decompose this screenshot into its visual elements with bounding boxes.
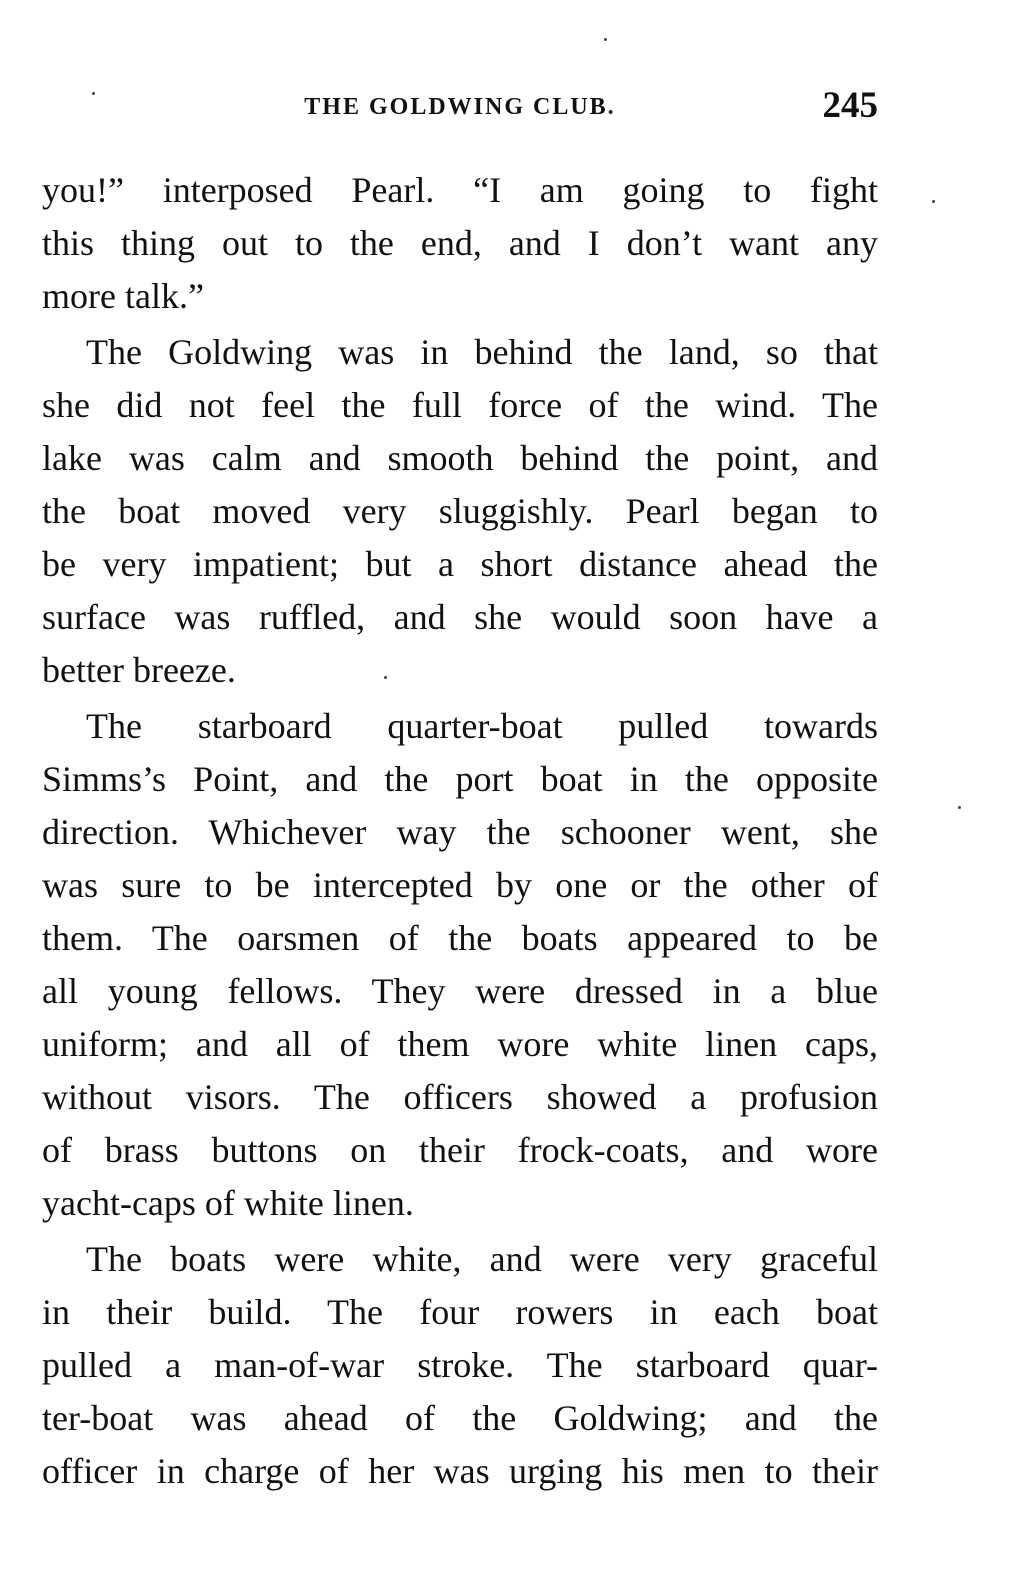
body-text <box>42 164 878 1501</box>
text-line: all young fellows. They were dressed in a blue <box>42 971 878 1011</box>
text-line: The Goldwing was in behind the land, so that <box>86 332 878 372</box>
text-line: without visors. The officers showed a profusion <box>42 1077 878 1117</box>
text-line: she did not feel the full force of the wind. The <box>42 385 878 425</box>
text-line: The boats were white, and were very graceful <box>86 1239 878 1279</box>
page-number: 245 <box>822 85 878 126</box>
text-line: be very impatient; but a short distance ahead the <box>42 544 878 584</box>
text-line: lake was calm and smooth behind the point, and <box>42 438 878 478</box>
page-header <box>42 84 878 130</box>
text-line: officer in charge of her was urging his men to their <box>42 1451 878 1491</box>
print-speck <box>92 92 95 95</box>
text-line: ter-boat was ahead of the Goldwing; and the <box>42 1398 878 1438</box>
text-line: the boat moved very sluggishly. Pearl began to <box>42 491 878 531</box>
paragraph <box>42 700 878 1230</box>
text-line: this thing out to the end, and I don’t want any <box>42 223 878 263</box>
text-line: pulled a man-of-war stroke. The starboard quar- <box>42 1345 878 1385</box>
text-line: in their build. The four rowers in each boat <box>42 1292 878 1332</box>
print-speck <box>384 676 387 679</box>
text-line: uniform; and all of them wore white linen caps, <box>42 1024 878 1064</box>
text-line: yacht-caps of white linen. <box>42 1183 414 1223</box>
running-title: THE GOLDWING CLUB. <box>304 94 616 120</box>
paragraph <box>42 1233 878 1498</box>
text-line: better breeze. <box>42 650 236 690</box>
print-speck <box>604 38 607 41</box>
text-line: The starboard quarter-boat pulled towards <box>86 706 878 746</box>
print-speck <box>932 200 935 203</box>
text-line: them. The oarsmen of the boats appeared to be <box>42 918 878 958</box>
paragraph <box>42 164 878 323</box>
text-line: direction. Whichever way the schooner went, she <box>42 812 878 852</box>
paragraph <box>42 326 878 697</box>
text-line: you!” interposed Pearl. “I am going to fight <box>42 170 878 210</box>
text-line: surface was ruffled, and she would soon have a <box>42 597 878 637</box>
print-speck <box>958 806 961 809</box>
text-line: was sure to be intercepted by one or the other of <box>42 865 878 905</box>
text-line: of brass buttons on their frock-coats, and wore <box>42 1130 878 1170</box>
text-line: more talk.” <box>42 276 204 316</box>
text-line: Simms’s Point, and the port boat in the opposite <box>42 759 878 799</box>
